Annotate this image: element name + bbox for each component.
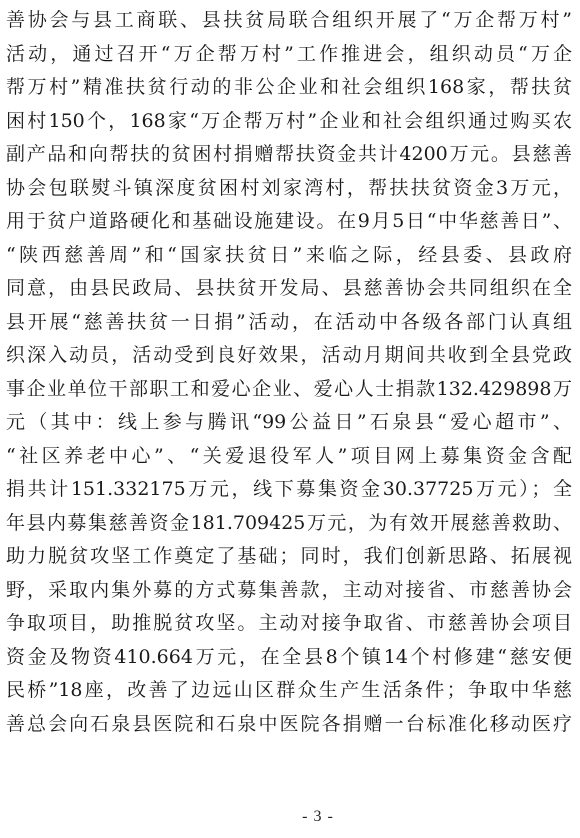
text-line: “社区养老中心”、“关爱退役军人”项目网上募集资金含配 xyxy=(6,444,572,467)
text-line: 元（其中：线上参与腾讯“99公益日”石泉县“爱心超市”、 xyxy=(6,411,572,433)
text-line: 助力脱贫攻坚工作奠定了基础；同时，我们创新思路、拓展视 xyxy=(6,545,572,567)
text-line: 年县内募集慈善资金181.709425万元，为有效开展慈善救助、 xyxy=(6,511,572,534)
body-paragraph xyxy=(6,4,572,741)
text-line: 织深入动员，活动受到良好效果，活动月期间共收到全县党政 xyxy=(6,344,572,366)
text-line: 用于贫户道路硬化和基础设施建设。在9月5日“中华慈善日”、 xyxy=(6,210,572,232)
text-line: 野，采取内集外募的方式募集善款，主动对接省、市慈善协会 xyxy=(6,578,572,601)
text-line: 活动，通过召开“万企帮万村”工作推进会，组织动员“万企 xyxy=(6,42,572,65)
text-line: 副产品和向帮扶的贫困村捐赠帮扶资金共计4200万元。县慈善 xyxy=(6,143,572,165)
text-line: 同意，由县民政局、县扶贫开发局、县慈善协会共同组织在全 xyxy=(6,277,572,299)
text-line: 资金及物资410.664万元，在全县8个镇14个村修建“慈安便 xyxy=(6,645,572,668)
text-line: 捐共计151.332175万元，线下募集资金30.37725万元）；全 xyxy=(6,478,572,500)
text-line: “陕西慈善周”和“国家扶贫日”来临之际，经县委、县政府 xyxy=(6,243,572,266)
text-line: 善协会与县工商联、县扶贫局联合组织开展了“万企帮万村” xyxy=(6,9,572,31)
text-line: 争取项目，助推脱贫攻坚。主动对接争取省、市慈善协会项目 xyxy=(6,612,572,634)
text-line: 民桥”18座，改善了边远山区群众生产生活条件；争取中华慈 xyxy=(6,679,572,701)
text-line: 县开展“慈善扶贫一日捐”活动，在活动中各级各部门认真组 xyxy=(6,310,572,333)
text-line: 帮万村”精准扶贫行动的非公企业和社会组织168家，帮扶贫 xyxy=(6,76,572,98)
text-line: 事企业单位干部职工和爱心企业、爱心人士捐款132.429898万 xyxy=(6,377,572,400)
text-line: 善总会向石泉县医院和石泉中医院各捐赠一台标准化移动医疗 xyxy=(6,712,572,735)
page-number: - 3 - xyxy=(302,808,334,825)
text-line: 协会包联熨斗镇深度贫困村刘家湾村，帮扶扶贫资金3万元， xyxy=(6,176,572,199)
text-line: 困村150个，168家“万企帮万村”企业和社会组织通过购买农 xyxy=(6,109,572,132)
